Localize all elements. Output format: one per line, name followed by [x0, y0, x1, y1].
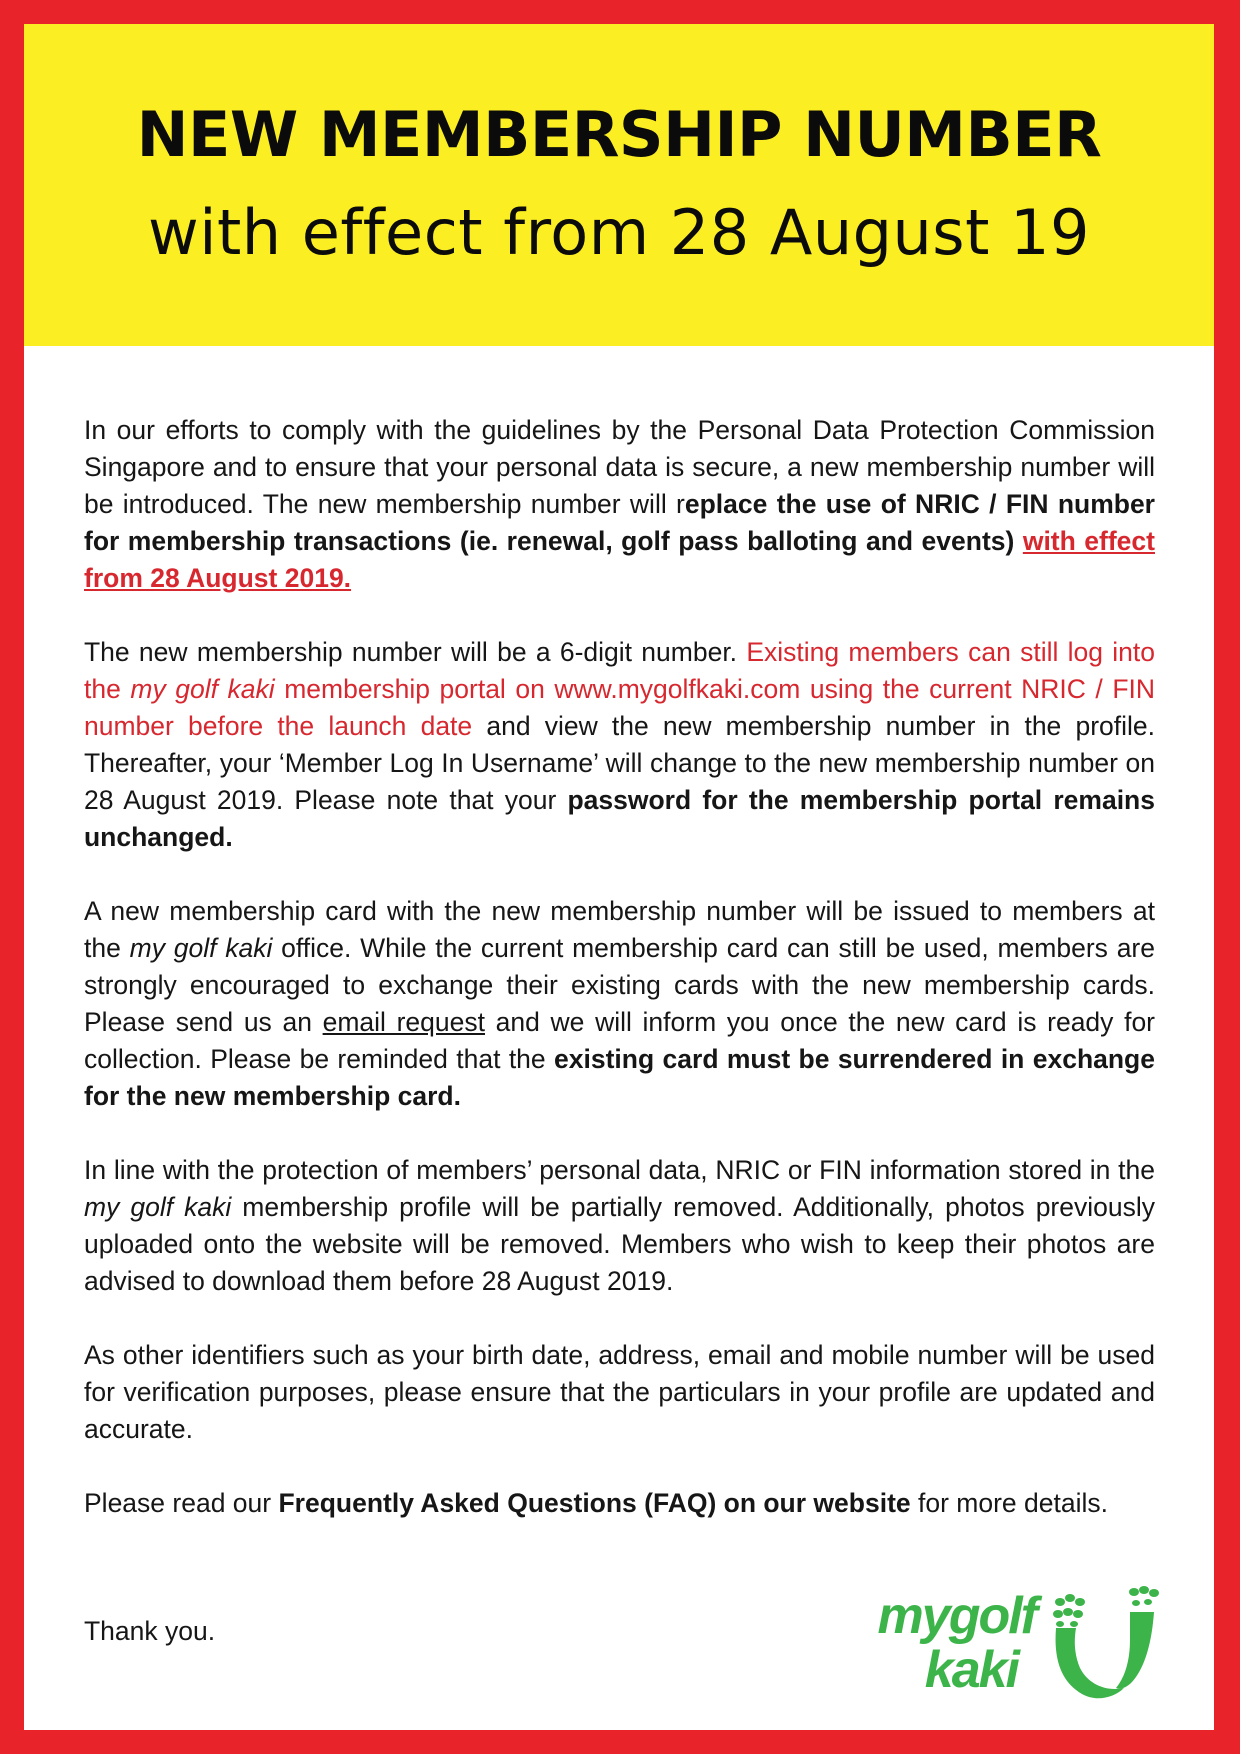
header-banner	[24, 24, 1214, 346]
intro-text: In our efforts to comply with the guidelines by the Personal Data Protection Commission Singapore and to ensure that your personal data is secure, a new membership number will be introduced. The new membership number will r	[84, 415, 1155, 519]
password-unchanged-text: password for the membership portal remains unchanged.	[84, 785, 1155, 852]
poster-panel	[24, 24, 1214, 1730]
brand-name-italic: my golf kaki	[130, 674, 275, 704]
surrender-card-text: existing card must be surrendered in exchange for the new membership card.	[84, 1044, 1155, 1111]
logo-line-1: mygolf	[877, 1587, 1036, 1645]
brand-name-italic: my golf kaki	[129, 933, 273, 963]
new-card-text: A new membership card with the new membership number will be issued to members at the	[84, 896, 1155, 963]
collection-text: and we will inform you once the new card is ready for collection. Please be reminded that the	[84, 1007, 1156, 1074]
identifiers-text: As other identifiers such as your birth date, address, email and mobile number will be used for verification purposes, please ensure that the particulars in your profile are updated and accurate.	[84, 1340, 1155, 1444]
closing-text: Thank you.	[84, 1616, 216, 1646]
photos-removed-text: membership profile will be partially removed. Additionally, photos previously uploaded onto the website will be removed. Members who wish to keep their photos are advised to download them before 28 August 2019.	[84, 1192, 1155, 1296]
faq-link-text[interactable]: Frequently Asked Questions (FAQ) on our website	[278, 1488, 911, 1518]
page-title: NEW MEMBERSHIP NUMBER	[136, 98, 1102, 171]
faq-details-text: for more details.	[910, 1488, 1108, 1518]
exchange-card-text: office. While the current membership card can still be used, members are strongly encouraged to exchange their existing cards with the new membership cards. Please send us an	[84, 933, 1155, 1037]
brand-name-italic: my golf kaki	[84, 1192, 232, 1222]
paragraph-identifiers	[84, 1337, 1155, 1448]
profile-view-text: and view the new membership number in the profile. Thereafter, your ‘Member Log In Username’ will change to the new membership number on 28 August 2019. Please note that your	[84, 711, 1155, 815]
page-subtitle: with effect from 28 August 19	[148, 196, 1090, 269]
faq-intro-text: Please read our	[84, 1488, 279, 1518]
data-protection-text: In line with the protection of members’ personal data, NRIC or FIN information stored in the	[84, 1155, 1155, 1185]
mygolfkaki-logo	[836, 1584, 1176, 1704]
effective-date-link[interactable]: with effect from 28 August 2019.	[84, 526, 1155, 593]
new-number-text: The new membership number will be a 6-digit number.	[84, 637, 747, 667]
paragraph-faq	[84, 1485, 1155, 1522]
paragraph-data-protection	[84, 1152, 1155, 1300]
logo-line-2: kaki	[924, 1641, 1018, 1699]
existing-members-text: Existing members can still log into the	[84, 637, 1155, 704]
paragraph-intro	[84, 412, 1155, 597]
logo-wordmark	[836, 1584, 1036, 1704]
paragraph-new-number	[84, 634, 1155, 856]
golf-tee-logo-icon	[1046, 1584, 1166, 1704]
email-request-link[interactable]: email request	[322, 1007, 485, 1037]
paragraph-new-card	[84, 893, 1155, 1115]
portal-login-text: membership portal on www.mygolfkaki.com using the current NRIC / FIN number before the launch date	[84, 674, 1156, 741]
notice-body	[84, 412, 1155, 1559]
intro-bold-text: eplace the use of NRIC / FIN number for membership transactions (ie. renewal, golf pass balloting and events)	[84, 489, 1155, 556]
